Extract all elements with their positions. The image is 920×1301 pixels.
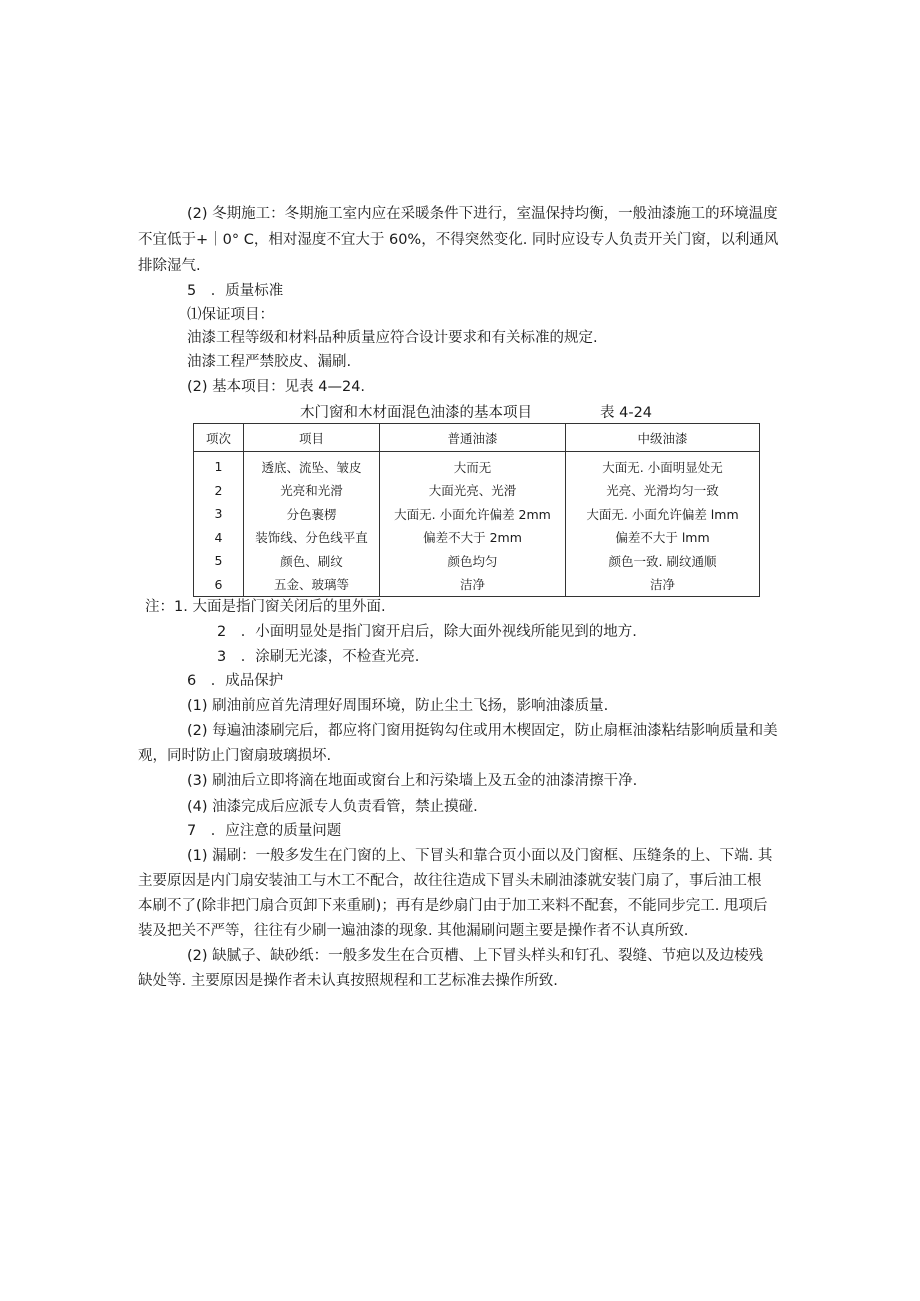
- cell-no: 3: [194, 502, 244, 526]
- cell-item: 颜色、刷纹: [244, 549, 380, 573]
- cell-medium: 洁净: [566, 573, 760, 597]
- issue-1-line-1: (1) 漏刷：一般多发生在门窗的上、下冒头和靠合页小面以及门窗框、压缝条的上、下端. 其: [187, 848, 773, 864]
- section-7-heading: 7 ．应注意的质量问题: [187, 823, 342, 839]
- cell-item: 光亮和光滑: [244, 479, 380, 503]
- cell-medium: 大面无. 小面明显处无: [566, 452, 760, 479]
- header-ordinary-paint: 普通油漆: [380, 424, 566, 452]
- cell-ordinary: 偏差不大于 2mm: [380, 526, 566, 550]
- header-medium-paint: 中级油漆: [566, 424, 760, 452]
- header-item: 项目: [244, 424, 380, 452]
- basic-items-heading: (2) 基本项目：见表 4—24.: [187, 379, 366, 395]
- cell-item: 装饰线、分色线平直: [244, 526, 380, 550]
- winter-construction-line-3: 排除湿气.: [138, 258, 201, 274]
- table-row: [194, 549, 760, 573]
- protection-item-1: (1) 刷油前应首先清理好周围环境，防止尘土飞扬，影响油漆质量.: [187, 698, 609, 714]
- cell-medium: 颜色一致. 刷纹通顺: [566, 549, 760, 573]
- table-row: [194, 502, 760, 526]
- section-6-heading: 6 ．成品保护: [187, 673, 284, 689]
- cell-item: 分色裹楞: [244, 502, 380, 526]
- cell-no: 6: [194, 573, 244, 597]
- guarantee-item-1: 油漆工程等级和材料品种质量应符合设计要求和有关标准的规定.: [187, 330, 598, 346]
- paint-quality-table: [193, 423, 760, 597]
- protection-item-2-line-2: 观，同时防止门窗扇玻璃损坏.: [138, 748, 332, 764]
- winter-construction-line-2: 不宜低于+｜0° C，相对湿度不宜大于 60%，不得突然变化. 同时应设专人负责开关门窗，以利通风: [138, 232, 779, 248]
- cell-item: 透底、流坠、皱皮: [244, 452, 380, 479]
- issue-1-line-3: 本刷不了(除非把门扇合页卸下来重刷)；再有是纱扇门由于加工来料不配套，不能同步完工. 甩项后: [138, 898, 768, 914]
- guarantee-item-2: 油漆工程严禁胶皮、漏刷.: [187, 354, 352, 370]
- cell-ordinary: 大而无: [380, 452, 566, 479]
- cell-no: 4: [194, 526, 244, 550]
- cell-ordinary: 大面无. 小面允许偏差 2mm: [380, 502, 566, 526]
- note-1: 注：1. 大面是指门窗关闭后的里外面.: [145, 599, 386, 615]
- cell-no: 5: [194, 549, 244, 573]
- cell-ordinary: 颜色均匀: [380, 549, 566, 573]
- cell-no: 2: [194, 479, 244, 503]
- table-row: [194, 479, 760, 503]
- protection-item-2-line-1: (2) 每遍油漆刷完后，都应将门窗用挺钩勾住或用木楔固定，防止扇框油漆粘结影响质量和美: [187, 723, 778, 739]
- issue-2-line-1: (2) 缺腻子、缺砂纸：一般多发生在合页槽、上下冒头样头和钉孔、裂缝、节疤以及边棱残: [187, 948, 764, 964]
- header-item-no: 项次: [194, 424, 244, 452]
- cell-medium: 偏差不大于 lmm: [566, 526, 760, 550]
- section-5-heading: 5 ．质量标准: [187, 283, 284, 299]
- table-row: [194, 573, 760, 597]
- table-caption: [300, 401, 653, 422]
- table-number: 表 4-24: [600, 405, 653, 421]
- table-header-row: [194, 424, 760, 452]
- winter-construction-line-1: (2) 冬期施工：冬期施工室内应在采暖条件下进行，室温保持均衡，一般油漆施工的环境温度: [187, 206, 778, 222]
- table-row: [194, 452, 760, 479]
- issue-2-line-2: 缺处等. 主要原因是操作者未认真按照规程和工艺标准去操作所致.: [138, 973, 558, 989]
- table-row: [194, 526, 760, 550]
- cell-ordinary: 大面光亮、光滑: [380, 479, 566, 503]
- cell-medium: 大面无. 小面允许偏差 lmm: [566, 502, 760, 526]
- guarantee-items-heading: ⑴保证项目：: [187, 307, 274, 323]
- cell-ordinary: 洁净: [380, 573, 566, 597]
- table-title: 木门窗和木材面混色油漆的基本项目: [300, 405, 532, 421]
- issue-1-line-2: 主要原因是内门扇安装油工与木工不配合，故往往造成下冒头未刷油漆就安装门扇了，事后油工根: [138, 873, 762, 889]
- cell-medium: 光亮、光滑均匀一致: [566, 479, 760, 503]
- protection-item-3: (3) 刷油后立即将滴在地面或窗台上和污染墙上及五金的油漆清擦干净.: [187, 773, 638, 789]
- issue-1-line-4: 装及把关不严等，往往有少刷一遍油漆的现象. 其他漏刷问题主要是操作者不认真所致.: [138, 923, 689, 939]
- cell-no: 1: [194, 452, 244, 479]
- protection-item-4: (4) 油漆完成后应派专人负责看管，禁止摸碰.: [187, 799, 478, 815]
- note-3: 3 ．涂刷无光漆，不检查光亮.: [217, 649, 420, 665]
- cell-item: 五金、玻璃等: [244, 573, 380, 597]
- note-2: 2 ．小面明显处是指门窗开启后，除大面外视线所能见到的地方.: [217, 624, 637, 640]
